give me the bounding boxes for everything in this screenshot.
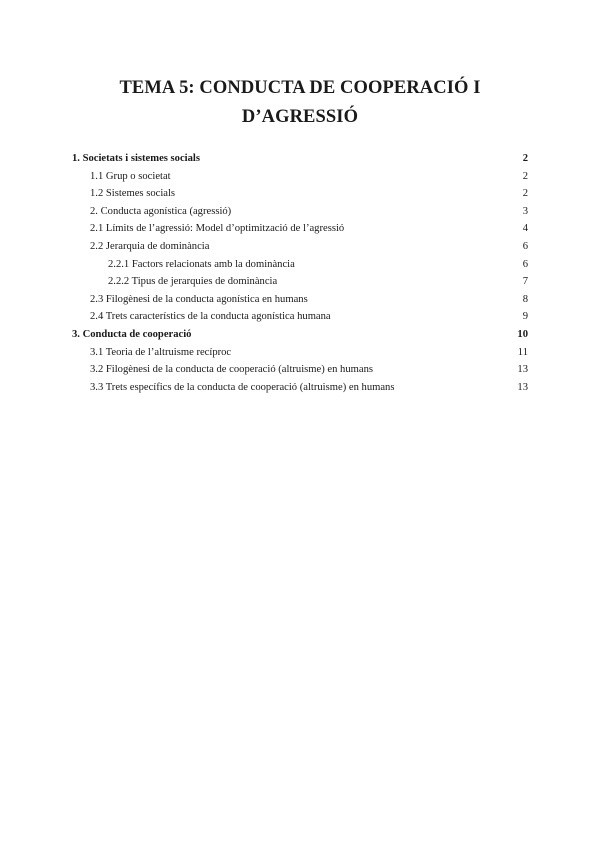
toc-entry[interactable] — [72, 326, 528, 344]
toc-entry[interactable] — [72, 379, 528, 397]
toc-entry-page: 10 — [517, 328, 528, 340]
toc-entry-text: 2. Conducta agonística (agressió) — [90, 205, 232, 217]
toc-entry-page: 2 — [522, 188, 528, 200]
toc-entry-page: 2 — [522, 153, 528, 164]
toc-entry[interactable] — [72, 150, 528, 168]
toc-entry[interactable] — [72, 220, 528, 238]
toc-entry[interactable] — [72, 238, 528, 256]
toc-entry-text: 1.2 Sistemes socials — [90, 188, 176, 200]
toc-entry-text: 3. Conducta de cooperació — [72, 328, 192, 340]
toc-entry-page: 9 — [522, 311, 528, 323]
toc-entry-page: 13 — [517, 381, 528, 393]
toc-entry-text: 3.3 Trets específics de la conducta de cooperació (altruisme) en humans — [90, 381, 395, 393]
title-line-2: D’AGRESSIÓ — [241, 107, 359, 127]
toc-entry-text: 2.2.1 Factors relacionats amb la dominància — [108, 258, 295, 270]
toc-entry[interactable] — [72, 185, 528, 203]
toc-entry-text: 2.2.2 Tipus de jerarquies de dominància — [108, 276, 278, 288]
toc-entry-page: 3 — [522, 205, 528, 217]
toc-entry-text: 3.2 Filogènesi de la conducta de cooperació (altruisme) en humans — [90, 364, 373, 376]
toc-entry-page: 2 — [522, 170, 528, 182]
toc-entry-text: 2.3 Filogènesi de la conducta agonística en humans — [90, 293, 308, 305]
title-line-1: TEMA 5: CONDUCTA DE COOPERACIÓ I — [119, 78, 481, 98]
toc-entry-page: 4 — [522, 223, 528, 235]
table-of-contents — [72, 150, 528, 396]
toc-entry[interactable] — [72, 291, 528, 309]
toc-entry-page: 6 — [522, 240, 528, 252]
toc-entry-text: 2.2 Jerarquia de dominància — [90, 240, 210, 252]
toc-entry-text: 2.4 Trets característics de la conducta agonística humana — [90, 311, 331, 323]
toc-entry-page: 6 — [522, 258, 528, 270]
toc-entry[interactable] — [72, 344, 528, 362]
toc-entry[interactable] — [72, 361, 528, 379]
toc-entry[interactable] — [72, 168, 528, 186]
toc-entry[interactable] — [72, 308, 528, 326]
toc-entry[interactable] — [72, 256, 528, 274]
toc-entry-text: 2.1 Límits de l’agressió: Model d’optimització de l’agressió — [90, 223, 345, 235]
toc-entry-page: 13 — [517, 364, 528, 376]
page-title — [60, 74, 540, 132]
toc-entry[interactable] — [72, 273, 528, 291]
toc-entry-text: 1.1 Grup o societat — [90, 170, 171, 182]
toc-entry[interactable] — [72, 203, 528, 221]
toc-entry-page: 11 — [517, 346, 528, 358]
toc-entry-page: 7 — [522, 276, 528, 288]
toc-entry-text: 3.1 Teoria de l’altruisme recíproc — [90, 346, 232, 358]
toc-entry-text: 1. Societats i sistemes socials — [72, 153, 200, 164]
toc-entry-page: 8 — [522, 293, 528, 305]
